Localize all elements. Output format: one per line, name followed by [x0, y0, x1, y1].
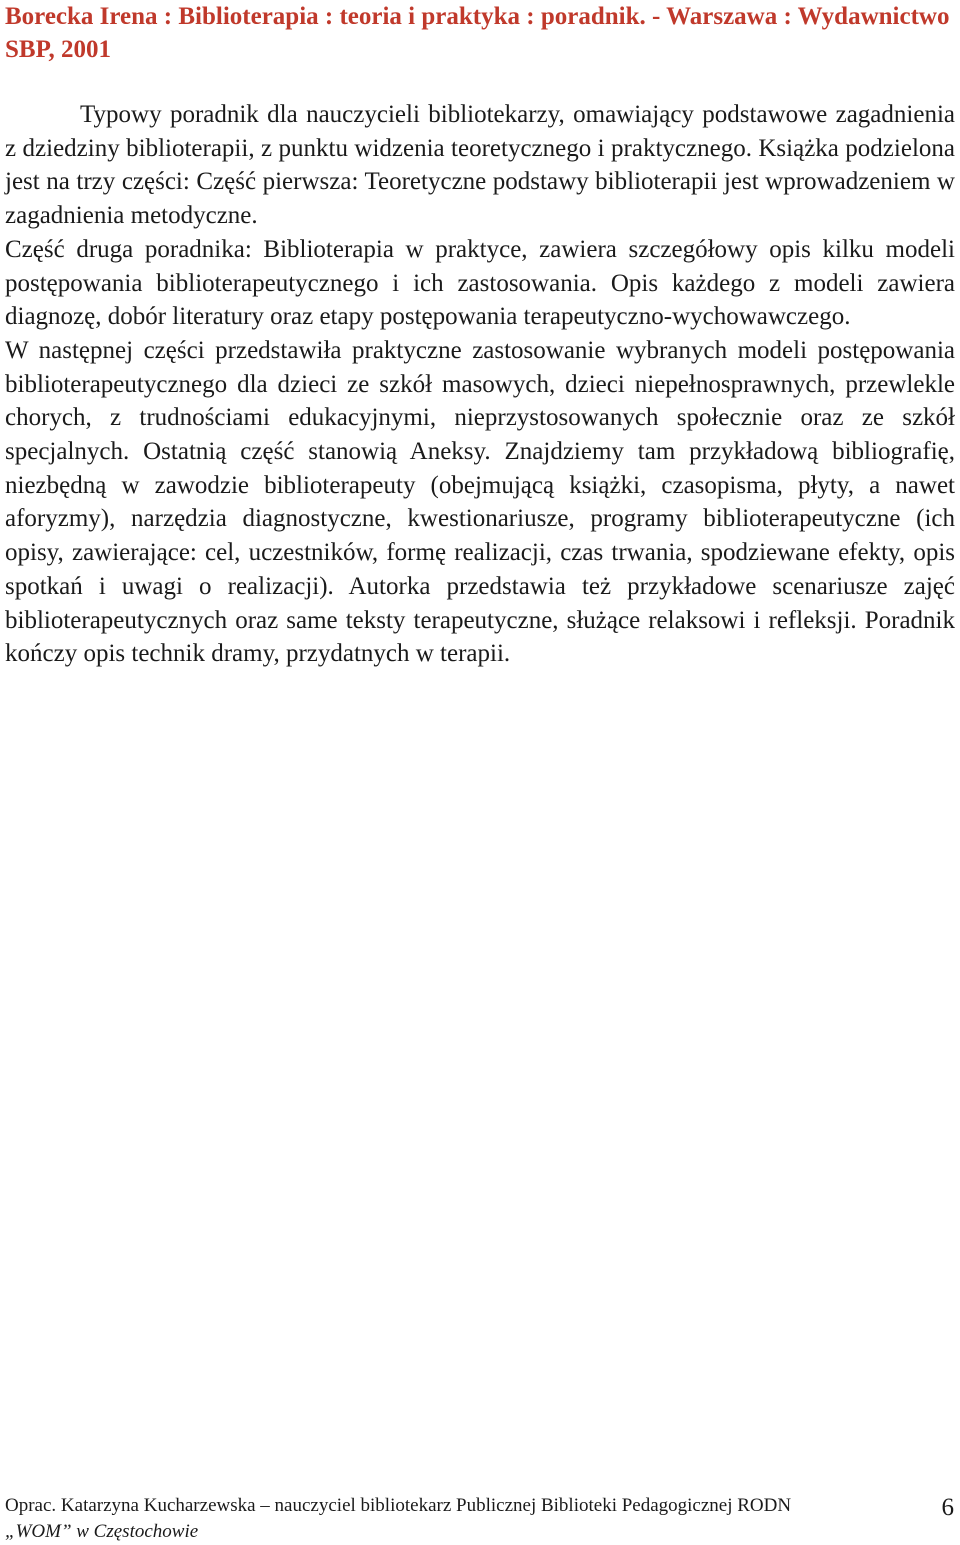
- document-title: Borecka Irena : Biblioterapia : teoria i praktyka : poradnik. - Warszawa : Wydawnictwo SBP, 2001: [5, 3, 950, 63]
- footer-author-line: Oprac. Katarzyna Kucharzewska – nauczyciel bibliotekarz Publicznej Biblioteki Pedagogicznej RODN: [5, 1495, 792, 1516]
- footer-institution-line: „WOM” w Częstochowie: [5, 1521, 199, 1542]
- paragraph-part-three: W następnej części przedstawiła praktyczne zastosowanie wybranych modeli postępowania biblioterapeutycznego dla dzieci ze szkół masowych, dzieci niepełnosprawnych, przewlekle chorych, z trudnościami edukacyjnymi, nieprzystosowanych społecznie oraz ze szkół specjalnych. Ostatnią część stanowią Aneksy. Znajdziemy tam przykładową bibliografię, niezbędną w zawodzie biblioterapeuty (obejmującą książki, czasopisma, płyty, a nawet aforyzmy), narzędzia diagnostyczne, kwestionariusze, programy biblioterapeutyczne (ich opisy, zawierające: cel, uczestników, formę realizacji, czas trwania, spodziewane efekty, opis spotkań i uwagi o realizacji). Autorka przedstawia też przykładowe scenariusze zajęć biblioterapeutycznych oraz same teksty terapeutyczne, służące relaksowi i refleksji. Poradnik kończy opis technik dramy, przydatnych w terapii.: [5, 336, 955, 668]
- paragraph-part-two: Część druga poradnika: Biblioterapia w praktyce, zawiera szczegółowy opis kilku modeli postępowania biblioterapeutycznego i ich zastosowania. Opis każdego z modeli zawiera diagnozę, dobór literatury oraz etapy postępowania terapeutyczno-wychowawczego.: [5, 235, 955, 331]
- page-number: 6: [941, 1494, 954, 1521]
- page-footer: [5, 1493, 955, 1545]
- document-body: [5, 98, 955, 671]
- paragraph-intro: Typowy poradnik dla nauczycieli bibliotekarzy, omawiający podstawowe zagadnienia z dziedziny biblioterapii, z punktu widzenia teoretycznego i praktycznego. Książka podzielona jest na trzy części: Część pierwsza: Teoretyczne podstawy biblioterapii jest wprowadzeniem w zagadnienia metodyczne.: [5, 101, 955, 230]
